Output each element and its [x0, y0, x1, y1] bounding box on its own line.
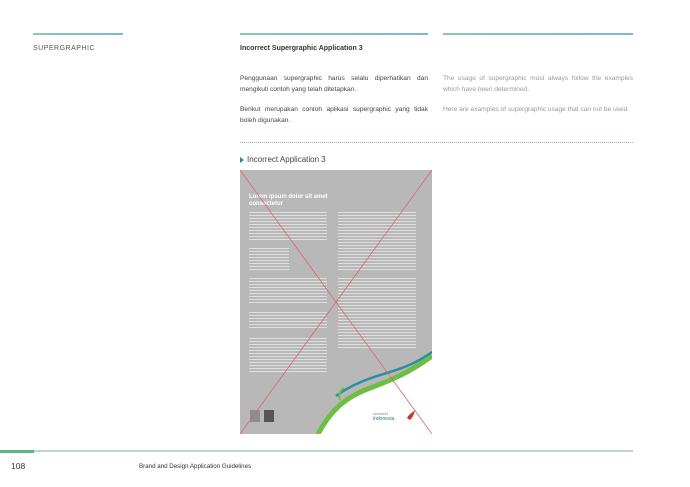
- footer-rule: [0, 450, 633, 452]
- poster-title: Lorem ipsum dolor sit amet consectetur: [249, 194, 328, 207]
- example-heading: [240, 155, 326, 164]
- poster-example: [240, 170, 432, 434]
- page-title: Incorrect Supergraphic Application 3: [240, 45, 363, 52]
- top-rule-middle: [240, 33, 428, 35]
- footer-document-title: Brand and Design Application Guidelines: [139, 463, 252, 470]
- example-heading-text: Incorrect Application 3: [247, 155, 326, 164]
- indonesian-paragraph-1: Penggunaan supergraphic harus selalu diperhatikan dan mengikuti contoh yang telah ditetapkan.: [240, 75, 428, 93]
- triangle-bullet-icon: [240, 157, 244, 163]
- english-paragraph-1: The usage of supergraphic must always follow the examples which have been determined.: [443, 75, 633, 93]
- top-rule-right: [443, 33, 633, 35]
- brand-logo-main-text: indonesia: [373, 416, 395, 422]
- section-label: SUPERGRAPHIC: [33, 45, 96, 52]
- top-rule-left: [33, 33, 123, 35]
- english-paragraph-2: Here are examples of supergraphic usage that can not be used.: [443, 106, 630, 113]
- dotted-divider: [240, 142, 633, 143]
- brand-logo-small-text: wonderful: [373, 412, 389, 416]
- footer-accent-bar: [0, 450, 34, 453]
- incorrect-cross-mark: [240, 170, 432, 434]
- page-number: 108: [11, 461, 26, 471]
- indonesian-paragraph-2: Berikut merupakan contoh aplikasi supergraphic yang tidak boleh digunakan.: [240, 106, 428, 124]
